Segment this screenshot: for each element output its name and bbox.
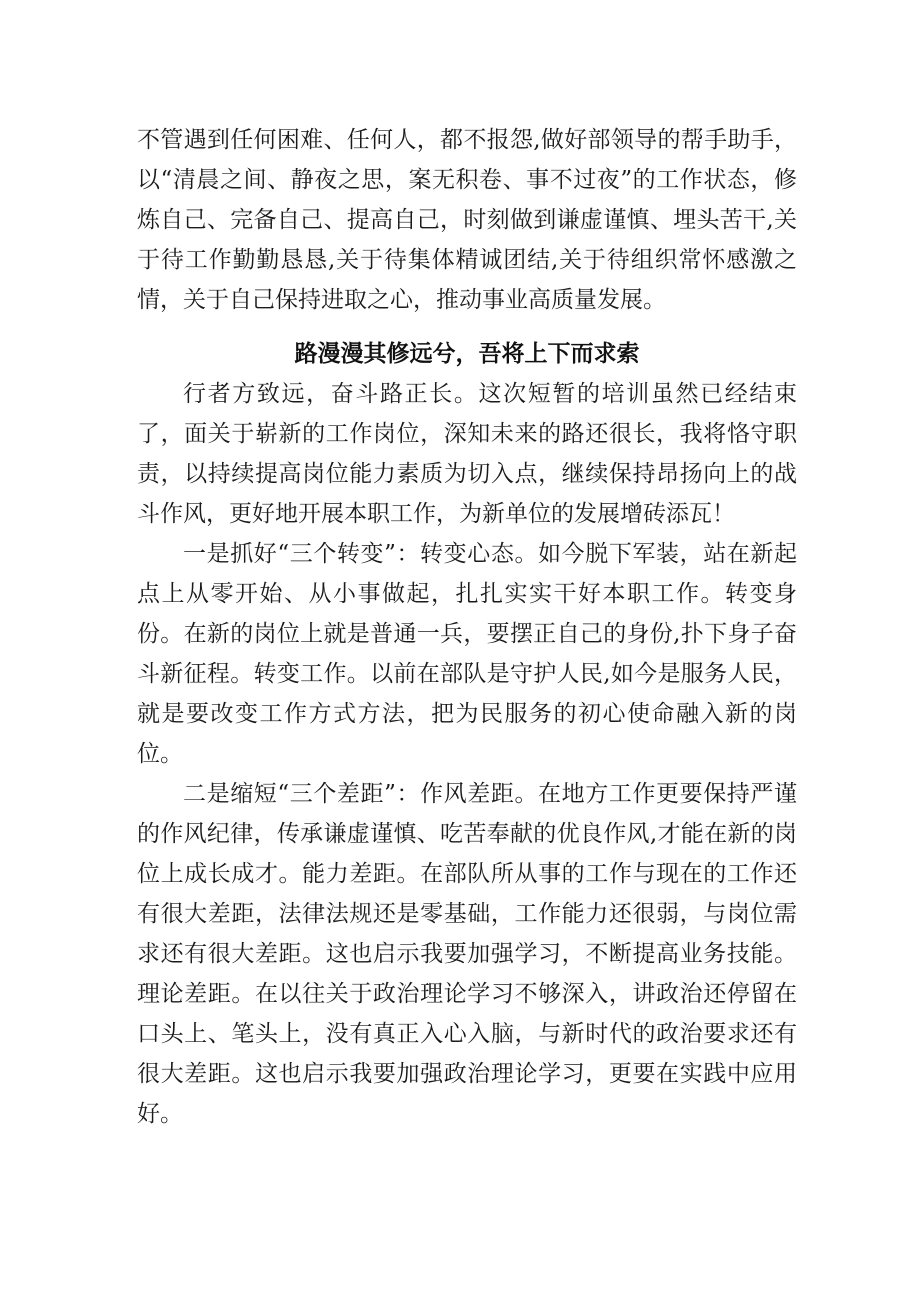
paragraph-three-gaps: 二是缩短“三个差距”：作风差距。在地方工作更要保持严谨的作风纪律，传承谦虚谨慎、吃苦奉献的优良作风,才能在新的岗位上成长成才。能力差距。在部队所从事的工作与现在的工作还有很大差距，法律法规还是零基础，工作能力还很弱，与岗位需求还有很大差距。这也启示我要加强学习，不断提高业务技能。理论差距。在以往关于政治理论学习不够深入，讲政治还停留在口头上、笔头上，没有真正入心入脑，与新时代的政治要求还有很大差距。这也启示我要加强政治理论学习，更要在实践中应用好。 bbox=[137, 781, 797, 1127]
opening-paragraph: 不管遇到任何困难、任何人，都不报怨,做好部领导的帮手助手，以“清晨之间、静夜之思，案无积卷、事不过夜”的工作状态，修炼自己、完备自己、提高自己，时刻做到谦虚谨慎、埋头苦干,关于待工作勤勤恳恳,关于待集体精诚团结,关于待组织常怀感激之情，关于自己保持进取之心，推动事业高质量发展。 bbox=[137, 127, 797, 313]
paragraph-intro: 行者方致远，奋斗路正长。这次短暂的培训虽然已经结束了，面关于崭新的工作岗位，深知未来的路还很长，我将恪守职责，以持续提高岗位能力素质为切入点，继续保持昂扬向上的战斗作风，更好地开展本职工作，为新单位的发展增砖添瓦！ bbox=[137, 381, 797, 527]
paragraph-three-changes: 一是抓好“三个转变”：转变心态。如今脱下军装，站在新起点上从零开始、从小事做起，扎扎实实干好本职工作。转变身份。在新的岗位上就是普通一兵，要摆正自己的身份,扑下身子奋斗新征程。转变工作。以前在部队是守护人民,如今是服务人民，就是要改变工作方式方法，把为民服务的初心使命融入新的岗位。 bbox=[137, 541, 797, 767]
body-paragraphs bbox=[137, 374, 797, 1134]
section-heading: 路漫漫其修远兮，吾将上下而求索 bbox=[294, 341, 640, 367]
